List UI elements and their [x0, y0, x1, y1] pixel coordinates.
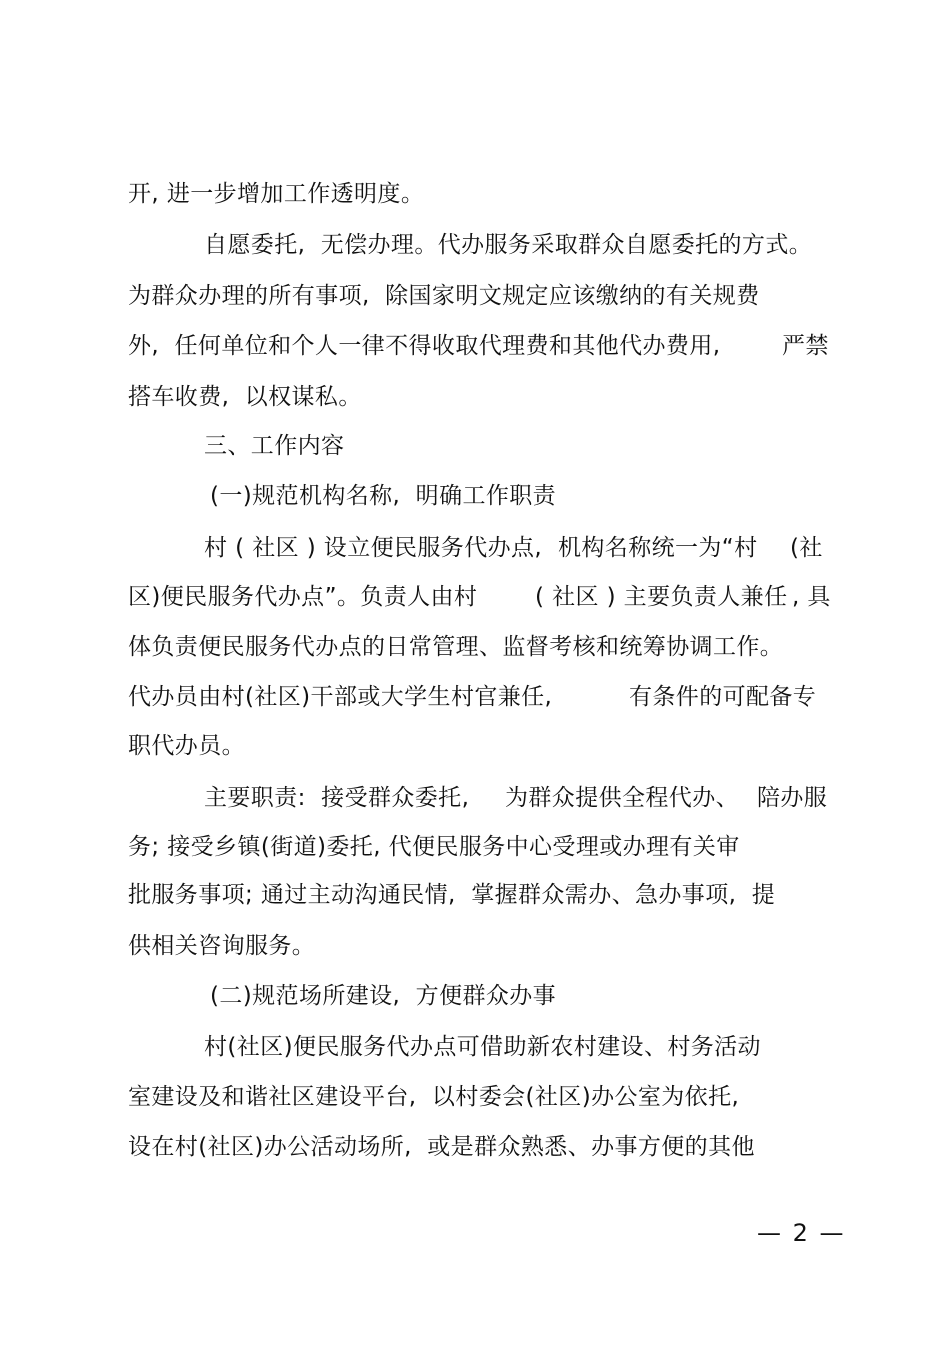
- text-line-7-part-2: ( 社区 ) 主要负责人兼任: [535, 584, 788, 610]
- text-line-1: 开, 进一步增加工作透明度。: [128, 181, 425, 207]
- text-line-6-part-3: (社: [790, 535, 823, 561]
- text-line-3: 为群众办理的所有事项, 除国家明文规定应该缴纳的有关规费: [128, 283, 760, 309]
- text-line-14: 供相关咨询服务。: [128, 933, 316, 959]
- text-line-6-part-1: 村 ( 社区 ) 设立便民服务代办点,: [204, 535, 543, 561]
- text-line-11-part-3: 陪办服: [757, 785, 828, 811]
- text-line-5: 搭车收费, 以权谋私。: [128, 384, 362, 410]
- text-line-17: 设在村(社区)办公活动场所, 或是群众熟悉、办事方便的其他: [128, 1134, 755, 1160]
- text-line-4-tail: 严禁: [782, 333, 829, 359]
- text-line-6-part-2: 机构名称统一为“村: [558, 535, 758, 561]
- text-line-7-part-3: , 具: [792, 584, 831, 610]
- text-line-16: 室建设及和谐社区建设平台, 以村委会(社区)办公室为依托,: [128, 1084, 740, 1110]
- subsection-heading-2: (二)规范场所建设, 方便群众办事: [210, 983, 557, 1009]
- text-line-2: 自愿委托, 无偿办理。代办服务采取群众自愿委托的方式。: [204, 232, 813, 258]
- text-line-13: 批服务事项; 通过主动沟通民情, 掌握群众需办、急办事项, 提: [128, 882, 776, 908]
- text-line-15: 村(社区)便民服务代办点可借助新农村建设、村务活动: [204, 1034, 761, 1060]
- text-line-10: 职代办员。: [128, 733, 245, 759]
- page-number: — 2 —: [757, 1219, 846, 1247]
- text-line-12: 务; 接受乡镇(街道)委托, 代便民服务中心受理或办理有关审: [128, 834, 740, 860]
- text-line-9-part-2: 有条件的可配备专: [629, 684, 817, 710]
- text-line-9-part-1: 代办员由村(社区)干部或大学生村官兼任,: [128, 684, 553, 710]
- subsection-heading-1: (一)规范机构名称, 明确工作职责: [210, 483, 557, 509]
- text-line-11-part-1: 主要职责: 接受群众委托,: [204, 785, 470, 811]
- text-line-7-part-1: 区)便民服务代办点”。负责人由村: [128, 584, 478, 610]
- section-heading: 三、工作内容: [204, 433, 345, 459]
- text-line-11-part-2: 为群众提供全程代办、: [505, 785, 739, 811]
- text-line-4: 外, 任何单位和个人一律不得收取代理费和其他代办费用,: [128, 333, 721, 359]
- text-line-8: 体负责便民服务代办点的日常管理、监督考核和统筹协调工作。: [128, 634, 784, 660]
